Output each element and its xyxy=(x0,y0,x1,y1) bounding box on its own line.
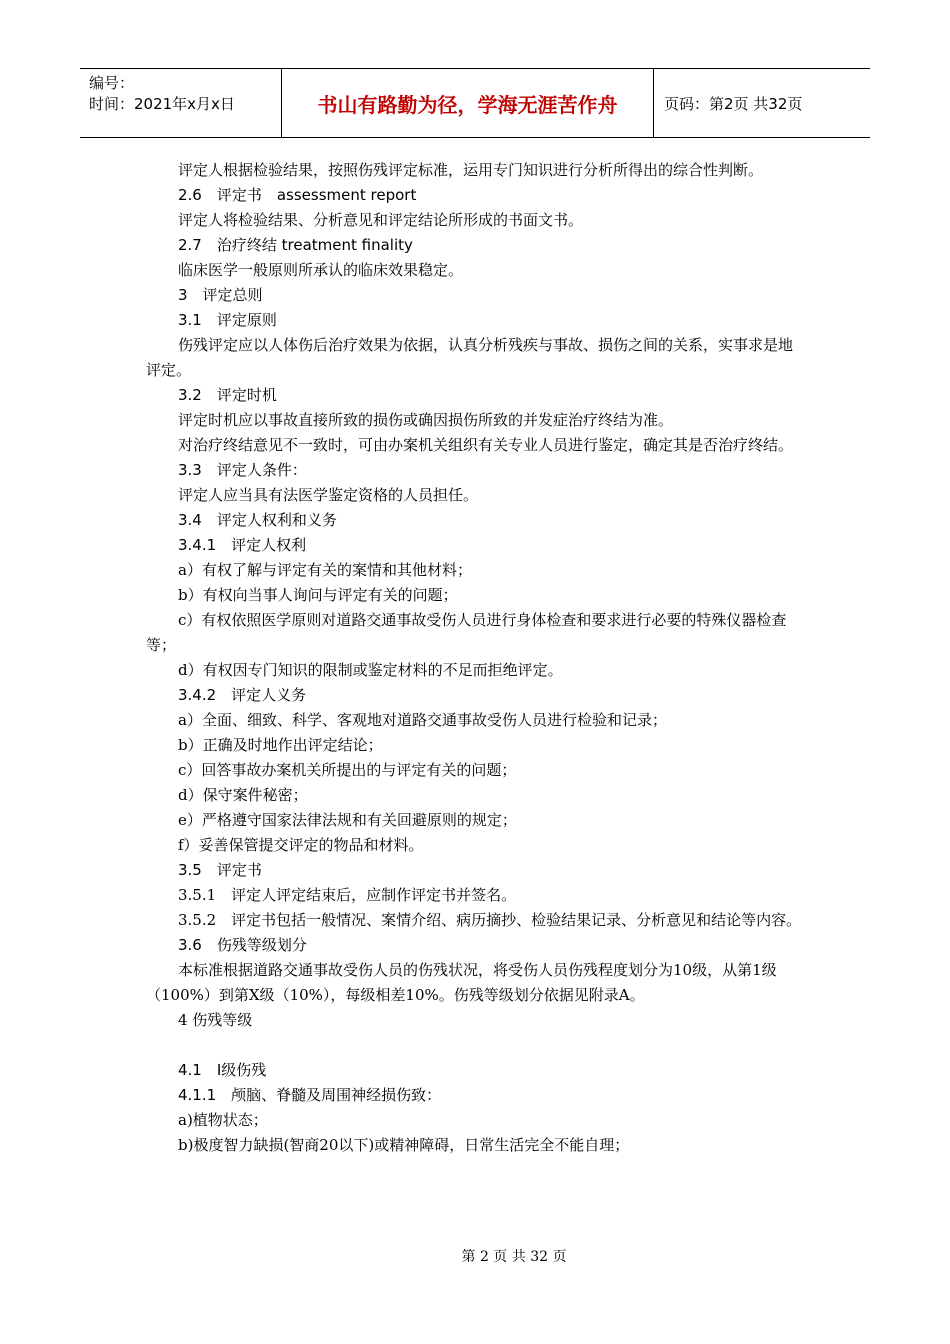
page-header xyxy=(80,68,870,138)
list-item: f）妥善保管提交评定的物品和材料。 xyxy=(178,836,424,854)
paragraph: 3.5.2 评定书包括一般情况、案情介绍、病历摘抄、检验结果记录、分析意见和结论等内容。 xyxy=(178,911,802,929)
header-motto: 书山有路勤为径，学海无涯苦作舟 xyxy=(282,69,654,137)
section-heading: 3 评定总则 xyxy=(178,286,263,304)
paragraph: 评定人将检验结果、分析意见和评定结论所形成的书面文书。 xyxy=(178,211,584,229)
list-item: a）有权了解与评定有关的案情和其他材料； xyxy=(178,561,472,579)
section-heading: 2.6 评定书 assessment report xyxy=(178,186,417,204)
footer-page-number: 第 2 页 共 32 页 xyxy=(461,1249,567,1265)
list-item: a)植物状态； xyxy=(178,1111,268,1129)
list-item: b)极度智力缺损(智商20以下)或精神障碍，日常生活完全不能自理； xyxy=(178,1136,630,1154)
paragraph: 3.5.1 评定人评定结束后，应制作评定书并签名。 xyxy=(178,886,517,904)
section-heading: 3.6 伤残等级划分 xyxy=(178,936,307,954)
section-heading: 4.1 Ⅰ级伤残 xyxy=(178,1061,267,1079)
section-heading: 4 伤残等级 xyxy=(178,1011,253,1029)
section-heading: 3.1 评定原则 xyxy=(178,311,277,329)
section-heading: 4.1.1 颅脑、脊髓及周围神经损伤致： xyxy=(178,1086,442,1104)
header-meta-cell xyxy=(80,69,282,137)
document-date-label: 时间：2021年x月x日 xyxy=(89,95,235,113)
document-body xyxy=(146,158,806,1158)
list-item: d）保守案件秘密； xyxy=(178,786,308,804)
paragraph: 对治疗终结意见不一致时，可由办案机关组织有关专业人员进行鉴定，确定其是否治疗终结。 xyxy=(178,436,794,454)
section-heading: 2.7 治疗终结 treatment finality xyxy=(178,236,413,254)
list-item: e）严格遵守国家法律法规和有关回避原则的规定； xyxy=(178,811,517,829)
page-footer xyxy=(0,1246,950,1266)
section-heading: 3.3 评定人条件： xyxy=(178,461,307,479)
list-item: d）有权因专门知识的限制或鉴定材料的不足而拒绝评定。 xyxy=(178,661,563,679)
section-heading: 3.4 评定人权利和义务 xyxy=(178,511,337,529)
section-heading: 3.5 评定书 xyxy=(178,861,262,879)
section-heading: 3.2 评定时机 xyxy=(178,386,277,404)
list-item: b）有权向当事人询问与评定有关的问题； xyxy=(178,586,458,604)
paragraph: 评定时机应以事故直接所致的损伤或确因损伤所致的并发症治疗终结为准。 xyxy=(178,411,674,429)
paragraph: 临床医学一般原则所承认的临床效果稳定。 xyxy=(178,261,464,279)
paragraph: 评定人应当具有法医学鉴定资格的人员担任。 xyxy=(178,486,479,504)
section-heading: 3.4.2 评定人义务 xyxy=(178,686,307,704)
section-heading: 3.4.1 评定人权利 xyxy=(178,536,307,554)
header-page-code: 页码：第2页 共32页 xyxy=(664,94,803,113)
blank-line xyxy=(146,1033,806,1058)
paragraph: 评定人根据检验结果，按照伤残评定标准，运用专门知识进行分析所得出的综合性判断。 xyxy=(178,161,764,179)
paragraph: 伤残评定应以人体伤后治疗效果为依据，认真分析残疾与事故、损伤之间的关系，实事求是地评定。 xyxy=(146,336,794,379)
list-item: a）全面、细致、科学、客观地对道路交通事故受伤人员进行检验和记录； xyxy=(178,711,667,729)
list-item: c）回答事故办案机关所提出的与评定有关的问题； xyxy=(178,761,517,779)
list-item: b）正确及时地作出评定结论； xyxy=(178,736,383,754)
document-number-label: 编号： xyxy=(89,74,135,92)
list-item: c）有权依照医学原则对道路交通事故受伤人员进行身体检查和要求进行必要的特殊仪器检查等； xyxy=(146,611,787,654)
paragraph: 本标准根据道路交通事故受伤人员的伤残状况，将受伤人员伤残程度划分为10级，从第1级（100%）到第X级（10%），每级相差10%。伤残等级划分依据见附录A。 xyxy=(146,961,777,1004)
